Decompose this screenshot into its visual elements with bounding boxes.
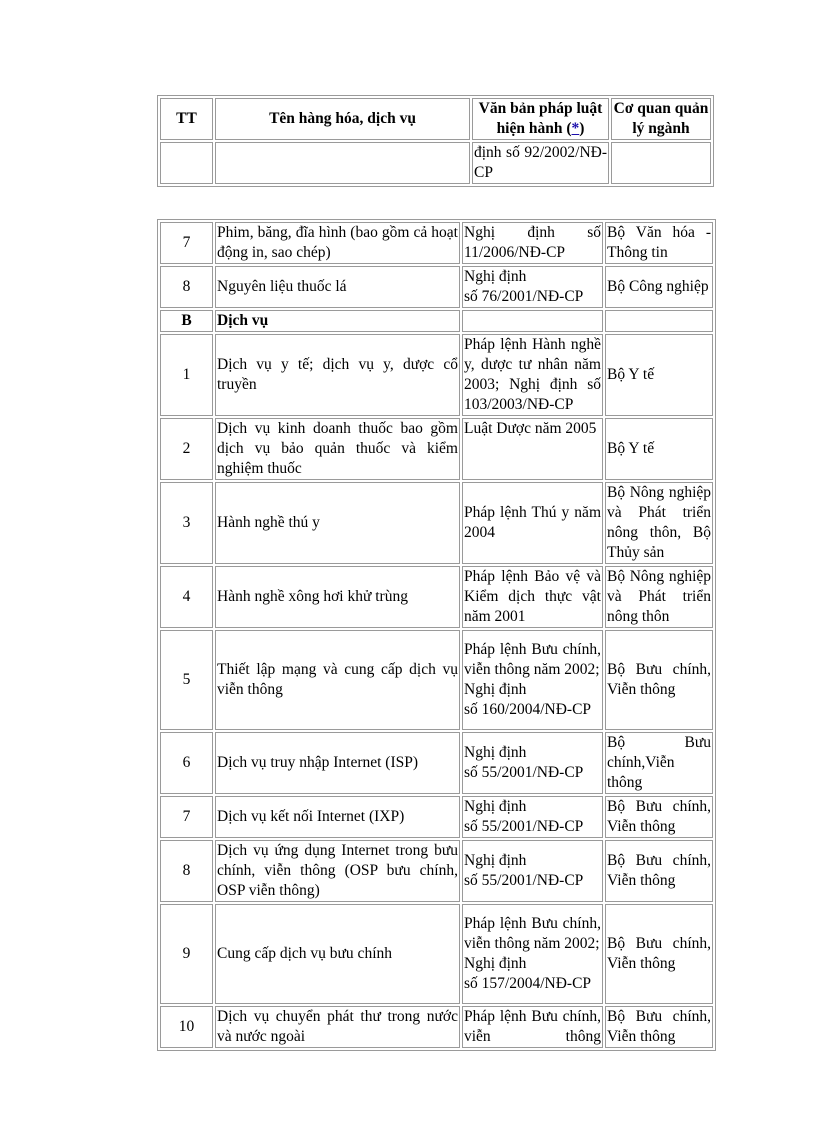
- cell-law: Luật Dược năm 2005: [462, 418, 603, 480]
- cell-law: Nghị định số 76/2001/NĐ-CP: [462, 266, 603, 308]
- cell-agency: Bộ Bưu chính,Viễn thông: [605, 732, 713, 794]
- cell-law: [462, 310, 603, 332]
- table-row: [160, 630, 713, 730]
- continued-row: [160, 142, 711, 184]
- goods-services-table: [157, 219, 716, 1051]
- cell-tt: 9: [160, 904, 213, 1004]
- cell-law: Pháp lệnh Bưu chính, viễn thông năm 2002; Nghị định số 157/2004/NĐ-CP: [462, 904, 603, 1004]
- cell-name: Dịch vụ ứng dụng Internet trong bưu chính, viễn thông (OSP bưu chính, OSP viễn thông): [215, 840, 460, 902]
- table-row: [160, 1006, 713, 1048]
- cell-name: Phim, băng, đĩa hình (bao gồm cả hoạt động in, sao chép): [215, 222, 460, 264]
- cell-agency: Bộ Y tế: [605, 418, 713, 480]
- cell-name: Hành nghề xông hơi khử trùng: [215, 566, 460, 628]
- cell-law: Pháp lệnh Bưu chính, viễn thông: [462, 1006, 603, 1048]
- cell-agency: Bộ Bưu chính, Viễn thông: [605, 796, 713, 838]
- table-row: [160, 482, 713, 564]
- table-row: [160, 222, 713, 264]
- cell-tt: 3: [160, 482, 213, 564]
- cell-agency: Bộ Y tế: [605, 334, 713, 416]
- cell-tt: 7: [160, 796, 213, 838]
- cell-name: [215, 142, 470, 184]
- cell-agency: [611, 142, 711, 184]
- cell-law: Pháp lệnh Bảo vệ và Kiểm dịch thực vật năm 2001: [462, 566, 603, 628]
- header-table: [157, 95, 714, 187]
- cell-agency: Bộ Bưu chính, Viễn thông: [605, 1006, 713, 1048]
- cell-name: Dịch vụ y tế; dịch vụ y, dược cổ truyền: [215, 334, 460, 416]
- header-row: [160, 98, 711, 140]
- cell-tt: 7: [160, 222, 213, 264]
- cell-law: định số 92/2002/NĐ-CP: [472, 142, 609, 184]
- cell-law: Nghị định số 11/2006/NĐ-CP: [462, 222, 603, 264]
- header-law-text: Văn bản pháp luật hiện hành (: [478, 100, 603, 137]
- header-agency: Cơ quan quản lý ngành: [611, 98, 711, 140]
- cell-law: Nghị định số 55/2001/NĐ-CP: [462, 840, 603, 902]
- table-row: [160, 566, 713, 628]
- cell-tt: [160, 142, 213, 184]
- footnote-link[interactable]: *: [571, 120, 580, 137]
- cell-law: Pháp lệnh Hành nghề y, dược tư nhân năm 2003; Nghị định số 103/2003/NĐ-CP: [462, 334, 603, 416]
- section-title: Dịch vụ: [215, 310, 460, 332]
- cell-agency: Bộ Bưu chính, Viễn thông: [605, 630, 713, 730]
- cell-agency: [605, 310, 713, 332]
- table-row: [160, 418, 713, 480]
- section-row: [160, 310, 713, 332]
- header-name: Tên hàng hóa, dịch vụ: [215, 98, 470, 140]
- cell-tt: 10: [160, 1006, 213, 1048]
- cell-name: Dịch vụ truy nhập Internet (ISP): [215, 732, 460, 794]
- table-row: [160, 796, 713, 838]
- cell-tt: 4: [160, 566, 213, 628]
- cell-name: Cung cấp dịch vụ bưu chính: [215, 904, 460, 1004]
- cell-name: Nguyên liệu thuốc lá: [215, 266, 460, 308]
- cell-agency: Bộ Bưu chính, Viễn thông: [605, 840, 713, 902]
- cell-agency: Bộ Nông nghiệp và Phát triển nông thôn, Bộ Thủy sản: [605, 482, 713, 564]
- cell-law: Nghị định số 55/2001/NĐ-CP: [462, 796, 603, 838]
- cell-agency: Bộ Bưu chính, Viễn thông: [605, 904, 713, 1004]
- cell-tt: 5: [160, 630, 213, 730]
- table-row: [160, 904, 713, 1004]
- table-row: [160, 732, 713, 794]
- table-row: [160, 266, 713, 308]
- cell-name: Dịch vụ chuyển phát thư trong nước và nước ngoài: [215, 1006, 460, 1048]
- cell-name: Dịch vụ kinh doanh thuốc bao gồm dịch vụ bảo quản thuốc và kiểm nghiệm thuốc: [215, 418, 460, 480]
- cell-tt: 2: [160, 418, 213, 480]
- cell-agency: Bộ Công nghiệp: [605, 266, 713, 308]
- cell-law: Nghị định số 55/2001/NĐ-CP: [462, 732, 603, 794]
- header-law: [472, 98, 609, 140]
- cell-tt: 8: [160, 266, 213, 308]
- cell-name: Dịch vụ kết nối Internet (IXP): [215, 796, 460, 838]
- section-letter: B: [160, 310, 213, 332]
- table-row: [160, 840, 713, 902]
- cell-name: Thiết lập mạng và cung cấp dịch vụ viễn thông: [215, 630, 460, 730]
- cell-tt: 1: [160, 334, 213, 416]
- cell-agency: Bộ Văn hóa - Thông tin: [605, 222, 713, 264]
- cell-tt: 6: [160, 732, 213, 794]
- cell-law: Pháp lệnh Bưu chính, viễn thông năm 2002; Nghị định số 160/2004/NĐ-CP: [462, 630, 603, 730]
- cell-tt: 8: [160, 840, 213, 902]
- header-law-close: ): [579, 120, 585, 137]
- table-row: [160, 334, 713, 416]
- cell-name: Hành nghề thú y: [215, 482, 460, 564]
- cell-agency: Bộ Nông nghiệp và Phát triển nông thôn: [605, 566, 713, 628]
- header-tt: TT: [160, 98, 213, 140]
- cell-law: Pháp lệnh Thú y năm 2004: [462, 482, 603, 564]
